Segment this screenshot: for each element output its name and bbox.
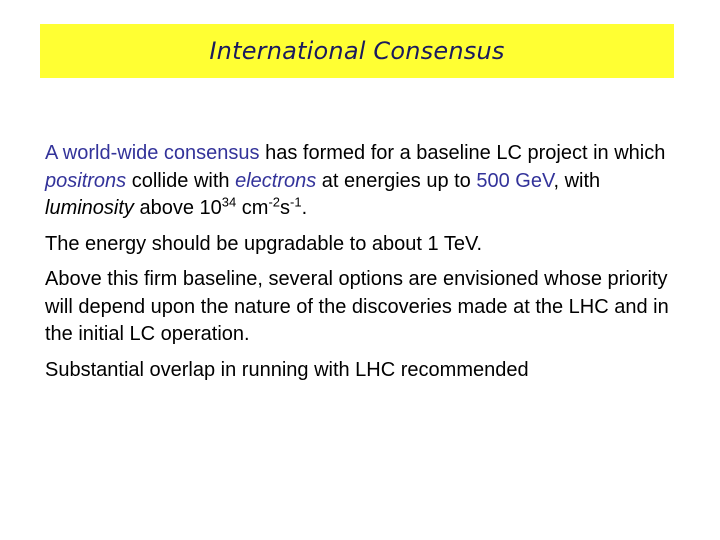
- positrons-term: positrons: [45, 169, 127, 192]
- text-segment: above 10: [133, 197, 222, 219]
- text-segment: collide with: [126, 169, 236, 192]
- page-title: International Consensus: [209, 37, 505, 65]
- consensus-phrase: A world-wide consensus: [45, 142, 260, 164]
- exponent-minus-1: -1: [290, 194, 302, 210]
- energy-value: 500 GeV: [476, 169, 554, 192]
- luminosity-term: luminosity: [45, 197, 134, 219]
- title-banner: [40, 24, 674, 78]
- slide-body: [45, 140, 685, 392]
- unit-s: s: [280, 197, 291, 219]
- paragraph-overlap: Substantial overlap in running with LHC recommended: [45, 358, 529, 381]
- exponent-minus-2: -2: [268, 194, 281, 210]
- electrons-term: electrons: [235, 169, 317, 192]
- paragraph-options: Above this firm baseline, several options are envisioned whose priority will depend upon the nature of the discoveries made at the LHC and in the initial LC operation.: [45, 268, 669, 345]
- unit-cm: cm: [236, 197, 269, 219]
- paragraph-consensus: [45, 140, 685, 223]
- text-segment: has formed for a baseline LC project in which: [259, 142, 666, 164]
- text-segment: at energies up to: [316, 169, 477, 192]
- exponent-34: 34: [221, 194, 237, 210]
- text-segment: , with: [553, 169, 601, 192]
- paragraph-upgrade: The energy should be upgradable to about 1 TeV.: [45, 232, 483, 255]
- text-segment: .: [301, 197, 308, 219]
